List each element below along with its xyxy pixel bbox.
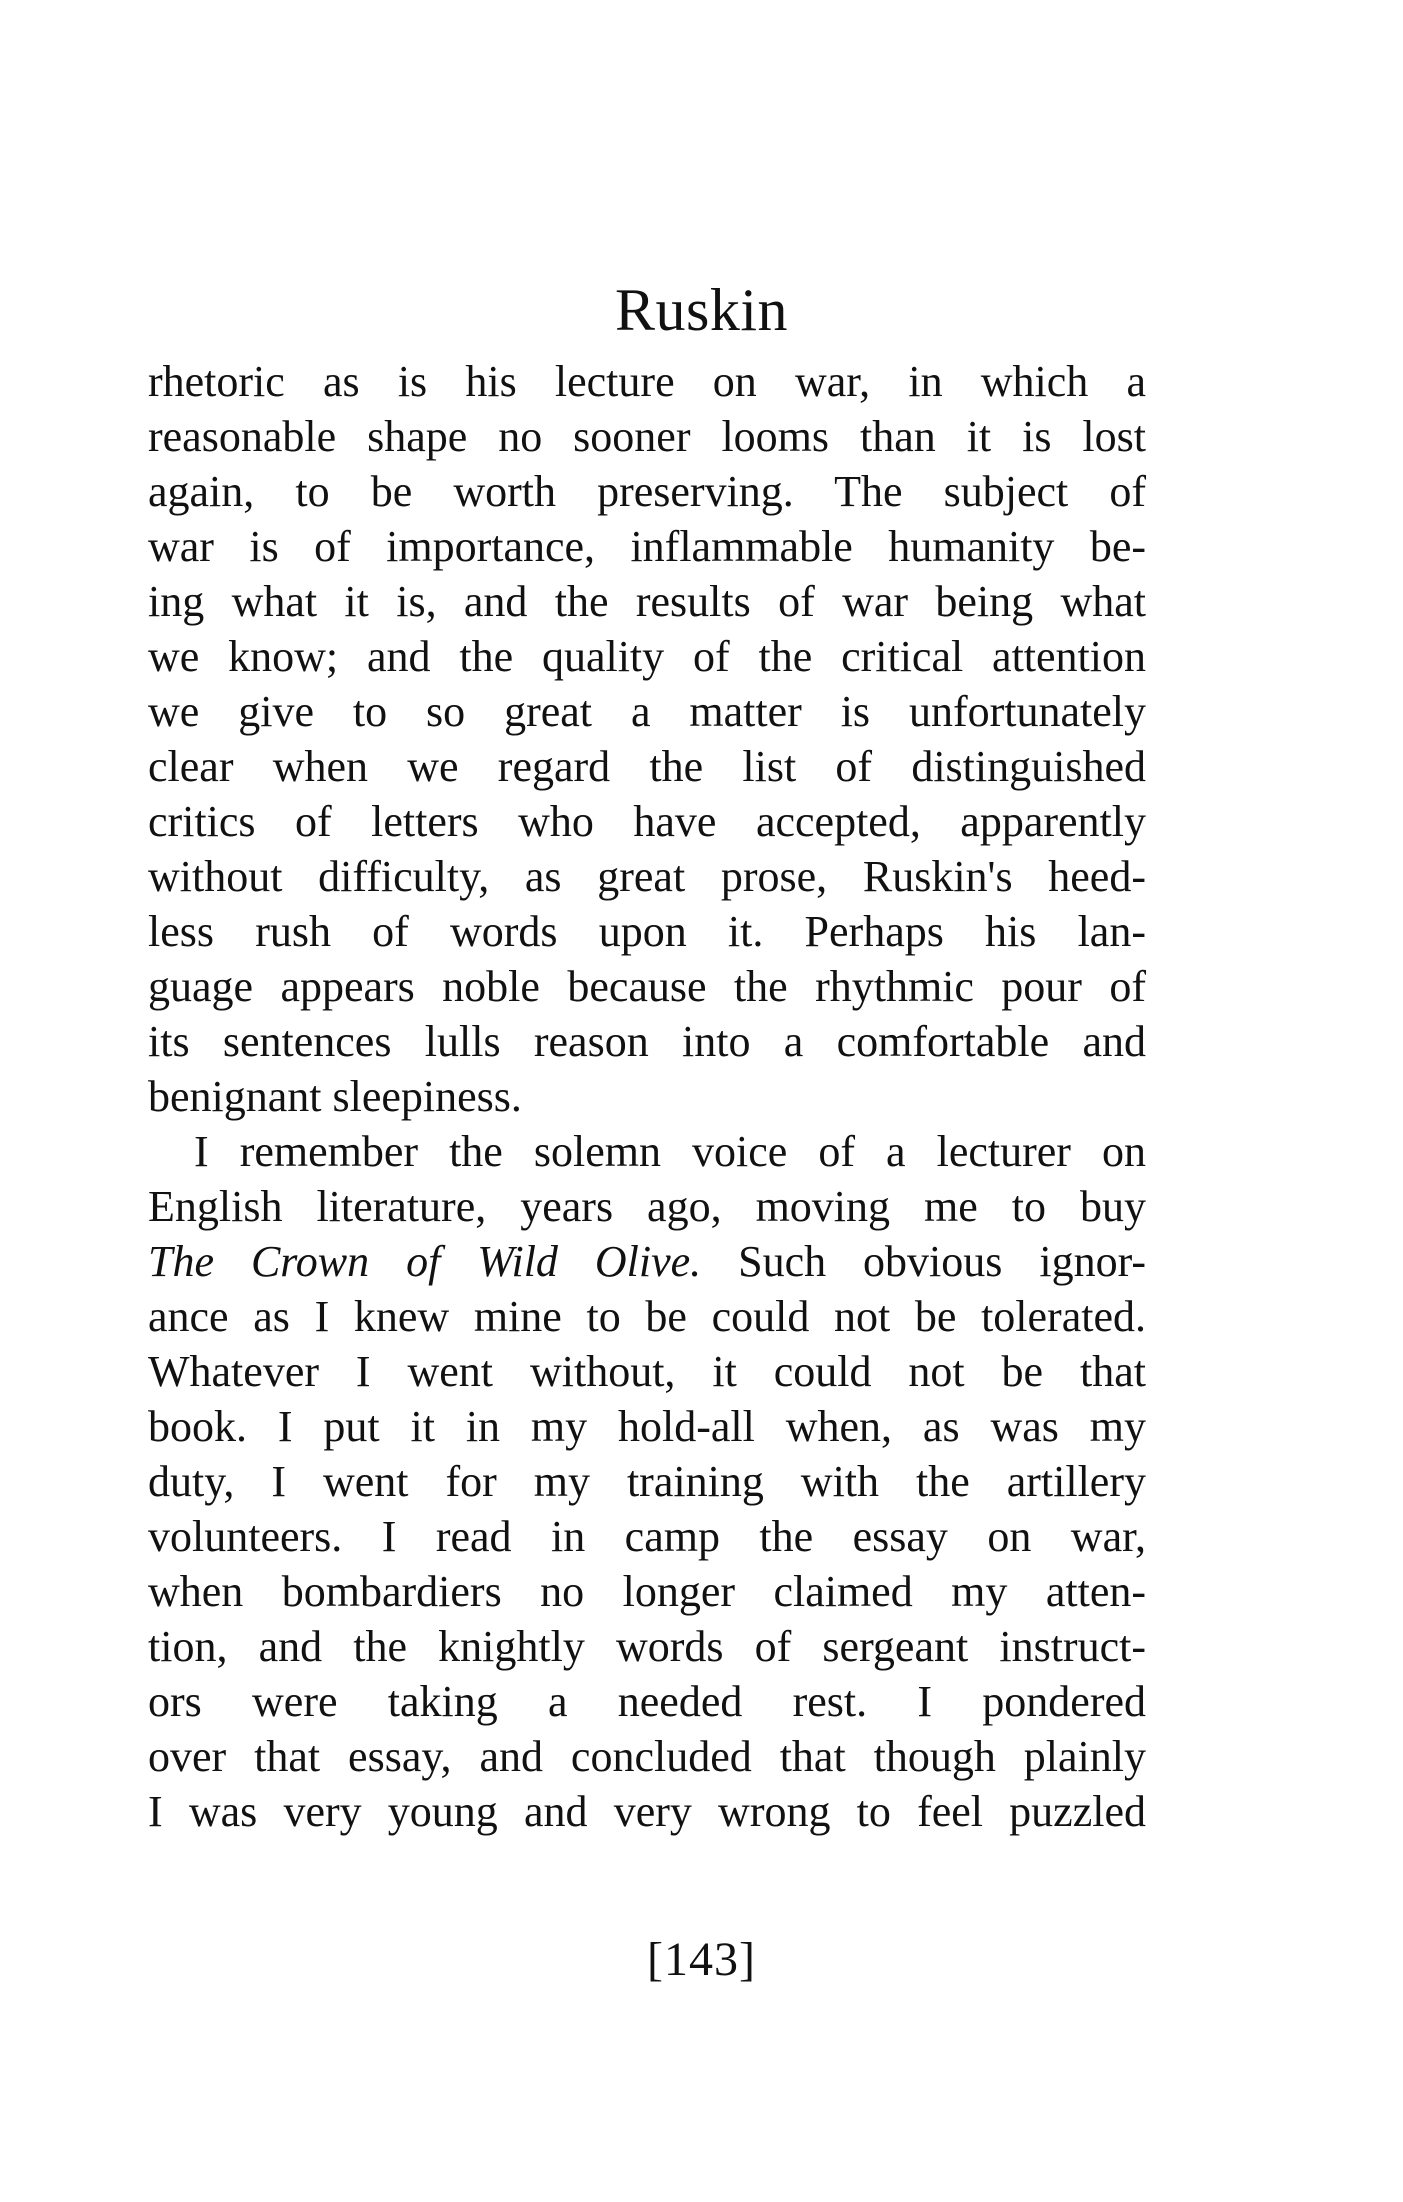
text-line: tion, and the knightly words of sergeant instruct-: [148, 1622, 1146, 1671]
text-line: reasonable shape no sooner looms than it is lost: [148, 412, 1146, 461]
text-line: we give to so great a matter is unfortunately: [148, 687, 1146, 736]
text-line: ing what it is, and the results of war being what: [148, 577, 1146, 626]
text-line: ors were taking a needed rest. I pondered: [148, 1677, 1146, 1726]
text-line: when bombardiers no longer claimed my atten-: [148, 1567, 1146, 1616]
text-line: over that essay, and concluded that though plainly: [148, 1732, 1146, 1781]
page-number: [143]: [647, 1933, 756, 1986]
book-title: The Crown of Wild Olive.: [148, 1237, 702, 1286]
paragraph-1: [148, 354, 1146, 1124]
text-line: war is of importance, inflammable humanity be-: [148, 522, 1146, 571]
paragraph-2: [148, 1124, 1146, 1839]
text-line: I remember the solemn voice of a lecturer on: [194, 1127, 1146, 1176]
text-line: benignant sleepiness.: [148, 1072, 522, 1121]
body-text: [148, 354, 1146, 1839]
text-line: duty, I went for my training with the artillery: [148, 1457, 1146, 1506]
text-line: volunteers. I read in camp the essay on war,: [148, 1512, 1146, 1561]
text-line: rhetoric as is his lecture on war, in which a: [148, 357, 1146, 406]
text-line: English literature, years ago, moving me to buy: [148, 1182, 1146, 1231]
running-head: Ruskin: [614, 277, 789, 343]
text-line: its sentences lulls reason into a comfortable and: [148, 1017, 1146, 1066]
text-line: I was very young and very wrong to feel puzzled: [148, 1787, 1146, 1836]
text-line: ance as I knew mine to be could not be tolerated.: [148, 1292, 1146, 1341]
text-line: book. I put it in my hold-all when, as was my: [148, 1402, 1146, 1451]
text-fragment: Such obvious ignor-: [701, 1237, 1146, 1286]
text-line: guage appears noble because the rhythmic pour of: [148, 962, 1146, 1011]
text-line: without difficulty, as great prose, Ruskin's heed-: [148, 852, 1146, 901]
text-line: clear when we regard the list of distinguished: [148, 742, 1146, 791]
text-line: we know; and the quality of the critical attention: [148, 632, 1146, 681]
text-line-with-title: [148, 1234, 1146, 1289]
text-line: less rush of words upon it. Perhaps his lan-: [148, 907, 1146, 956]
text-line: Whatever I went without, it could not be that: [148, 1347, 1146, 1396]
text-line: again, to be worth preserving. The subject of: [148, 467, 1146, 516]
text-line: critics of letters who have accepted, apparently: [148, 797, 1146, 846]
